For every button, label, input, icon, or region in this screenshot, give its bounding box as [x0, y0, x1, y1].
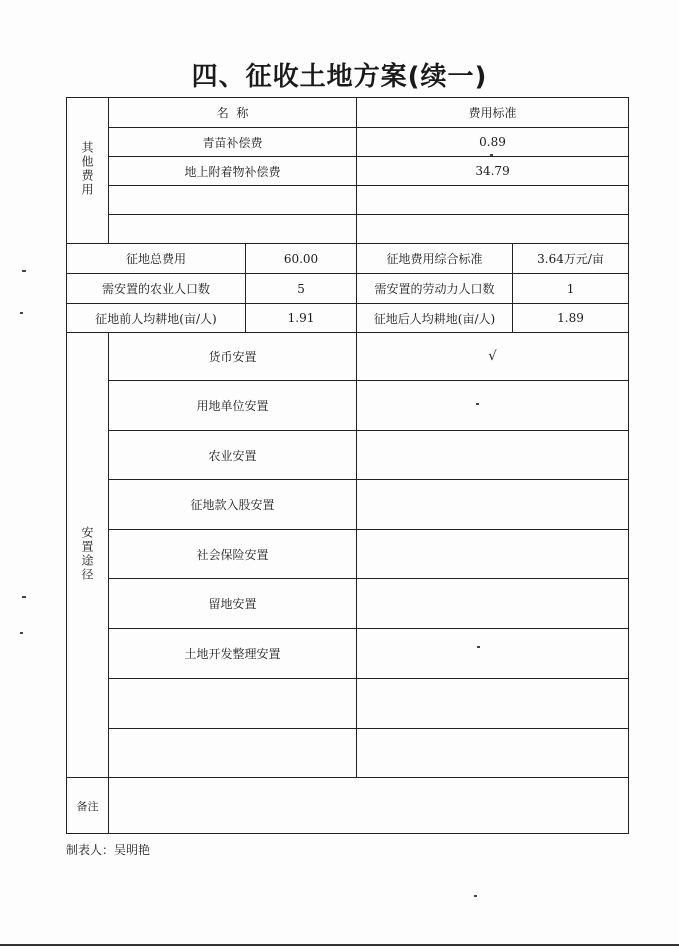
- farmland-before-label: 征地前人均耕地(亩/人): [67, 304, 246, 333]
- signer-line: 制表人：吴明艳: [66, 843, 151, 857]
- agri-pop-label: 需安置的农业人口数: [67, 274, 246, 304]
- table-row: [67, 629, 629, 679]
- resettlement-name-cell: [109, 679, 357, 729]
- resettlement-name-cell: 货币安置: [109, 333, 357, 381]
- agri-pop-value: 5: [246, 274, 357, 304]
- resettlement-value-cell: [357, 579, 629, 629]
- table-row: [67, 480, 629, 530]
- remarks-value: [109, 778, 629, 834]
- other-fees-header-row: [67, 98, 629, 128]
- summary-row: [67, 304, 629, 333]
- labor-pop-value: 1: [513, 274, 629, 304]
- resettlement-name-cell: 留地安置: [109, 579, 357, 629]
- scan-speck: [20, 312, 23, 314]
- summary-row: [67, 244, 629, 274]
- table-row: [67, 431, 629, 480]
- table-row: [67, 128, 629, 157]
- fee-value-cell: [357, 186, 629, 215]
- resettlement-name-cell: 土地开发整理安置: [109, 629, 357, 679]
- land-acquisition-table: [66, 97, 629, 834]
- resettlement-name-cell: 用地单位安置: [109, 381, 357, 431]
- farmland-after-value: 1.89: [513, 304, 629, 333]
- table-row: [67, 729, 629, 778]
- remarks-row: [67, 778, 629, 834]
- resettlement-value-cell: [357, 381, 629, 431]
- fee-value-cell: 0.89: [357, 128, 629, 157]
- composite-standard-label: 征地费用综合标准: [357, 244, 513, 274]
- fee-name-cell: 地上附着物补偿费: [109, 157, 357, 186]
- scan-speck: [490, 154, 493, 156]
- table-row: [67, 530, 629, 579]
- farmland-before-value: 1.91: [246, 304, 357, 333]
- table-row: [67, 679, 629, 729]
- table-row: [67, 579, 629, 629]
- resettlement-value-cell: √: [357, 333, 629, 381]
- resettlement-name-cell: 社会保险安置: [109, 530, 357, 579]
- resettlement-name-cell: 征地款入股安置: [109, 480, 357, 530]
- farmland-after-label: 征地后人均耕地(亩/人): [357, 304, 513, 333]
- scan-speck: [20, 632, 23, 634]
- total-cost-value: 60.00: [246, 244, 357, 274]
- page-title: 四、征收土地方案(续一): [191, 62, 488, 92]
- resettlement-group-label: 安置途径: [67, 333, 109, 778]
- fee-name-cell: 青苗补偿费: [109, 128, 357, 157]
- fee-name-cell: [109, 215, 357, 244]
- scan-speck: [22, 270, 26, 272]
- fee-name-header: 名 称: [109, 98, 357, 128]
- scan-speck: [22, 596, 26, 598]
- table-row: [67, 333, 629, 381]
- resettlement-value-cell: [357, 480, 629, 530]
- summary-row: [67, 274, 629, 304]
- scan-speck: [474, 895, 477, 897]
- fee-value-cell: 34.79: [357, 157, 629, 186]
- resettlement-name-cell: [109, 729, 357, 778]
- labor-pop-label: 需安置的劳动力人口数: [357, 274, 513, 304]
- fee-value-cell: [357, 215, 629, 244]
- fee-standard-header: 费用标准: [357, 98, 629, 128]
- scan-speck: [477, 646, 480, 648]
- remarks-label: 备注: [67, 778, 109, 834]
- resettlement-name-cell: 农业安置: [109, 431, 357, 480]
- resettlement-value-cell: [357, 629, 629, 679]
- table-row: [67, 381, 629, 431]
- table-row: [67, 186, 629, 215]
- scan-edge-line: [0, 944, 679, 946]
- resettlement-value-cell: [357, 679, 629, 729]
- resettlement-value-cell: [357, 729, 629, 778]
- resettlement-value-cell: [357, 431, 629, 480]
- table-row: [67, 157, 629, 186]
- other-fees-group-label: 其他费用: [67, 98, 109, 244]
- fee-name-cell: [109, 186, 357, 215]
- resettlement-value-cell: [357, 530, 629, 579]
- scan-speck: [476, 403, 479, 405]
- total-cost-label: 征地总费用: [67, 244, 246, 274]
- table-row: [67, 215, 629, 244]
- composite-standard-value: 3.64万元/亩: [513, 244, 629, 274]
